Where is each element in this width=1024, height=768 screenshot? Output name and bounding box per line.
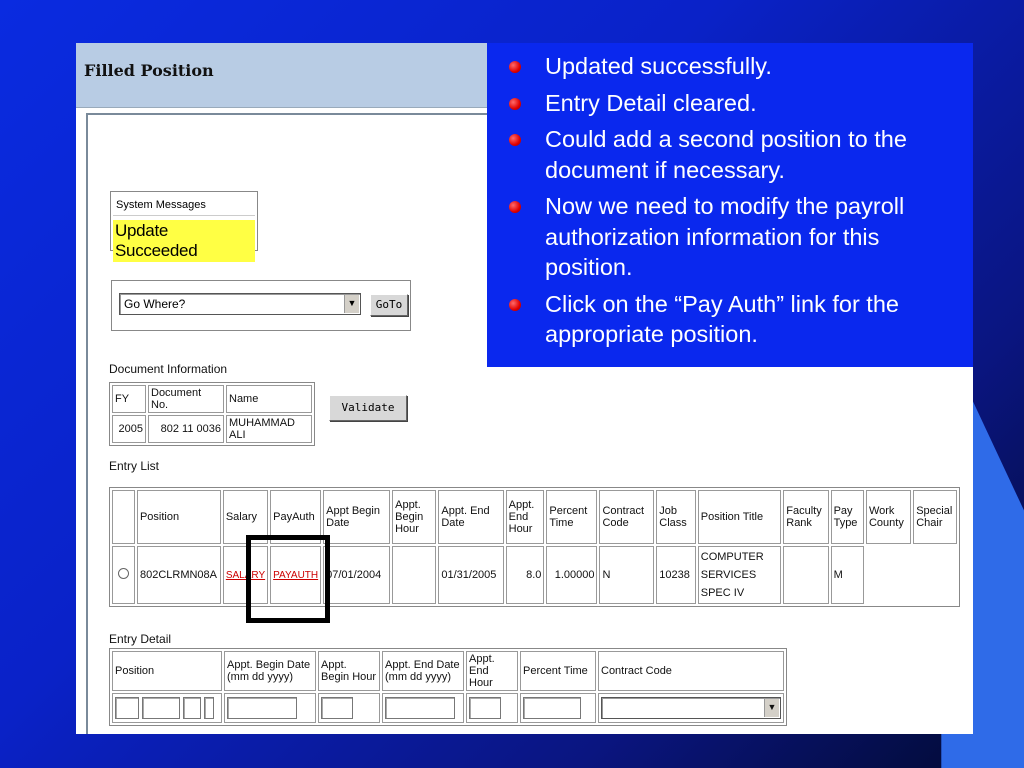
position-inputs-cell [112,693,222,723]
column-header: Appt. Begin Hour [392,490,436,544]
position-cell: 802CLRMN08A [137,546,221,604]
contract-code-select[interactable] [601,697,781,719]
chevron-down-icon: ▼ [344,295,359,313]
column-header: Name [226,385,312,413]
appt-begin-date-cell: 07/01/2004 [323,546,390,604]
column-header: Contract Code [598,651,784,691]
callout-panel [487,43,973,367]
callout-bullet [545,88,953,119]
column-header: Special Chair [913,490,957,544]
appt-begin-hour-input[interactable] [321,697,353,719]
column-header: Pay Type [831,490,864,544]
column-header: Appt Begin Date [323,490,390,544]
callout-text: Could add a second position to the document if necessary. [545,126,907,183]
column-header: Work County [866,490,911,544]
callout-text: Click on the “Pay Auth” link for the appropriate position. [545,290,899,347]
position-input-1[interactable] [115,697,139,719]
position-title-cell: COMPUTER SERVICES SPEC IV [698,546,782,604]
fy-cell: 2005 [112,415,146,443]
bullet-dot-icon [509,201,521,213]
callout-text: Now we need to modify the payroll authorization information for this position. [545,193,905,280]
column-header: FY [112,385,146,413]
page-title: Filled Position [84,61,214,80]
job-class-cell: 10238 [656,546,696,604]
bullet-dot-icon [509,61,521,73]
column-header: Percent Time [546,490,597,544]
appt-end-hour-cell: 8.0 [506,546,545,604]
column-header: Position [137,490,221,544]
position-input-4[interactable] [204,697,214,719]
pay-type-cell: M [831,546,864,604]
document-info-table [109,382,315,446]
end-date-input-cell [382,693,464,723]
bullet-dot-icon [509,134,521,146]
column-header: Contract Code [599,490,654,544]
end-hour-input-cell [466,693,518,723]
go-where-selected: Go Where? [124,297,186,311]
callout-bullet [545,51,953,82]
appt-end-date-input[interactable] [385,697,455,719]
bullet-dot-icon [509,98,521,110]
salary-link[interactable]: SALARY [225,570,266,581]
system-messages [110,191,258,260]
percent-time-input[interactable] [523,697,581,719]
column-header: Appt. Begin Date (mm dd yyyy) [224,651,316,691]
appt-begin-hour-cell [392,546,436,604]
callout-bullet [545,124,953,185]
table-header-row [112,490,957,544]
column-header: Appt. End Date (mm dd yyyy) [382,651,464,691]
navigation-box [111,280,411,331]
document-no-cell: 802 11 0036 [148,415,224,443]
column-header: Position Title [698,490,782,544]
column-header: Appt. End Hour [506,490,545,544]
position-input-3[interactable] [183,697,201,719]
go-where-select[interactable] [119,293,361,315]
percent-time-input-cell [520,693,596,723]
appt-end-date-cell: 01/31/2005 [438,546,503,604]
faculty-rank-cell [783,546,828,604]
payauth-link[interactable]: PAYAUTH [273,570,319,581]
table-row [112,415,312,443]
entry-list-table [109,487,960,607]
table-row [112,693,784,723]
callout-bullet [545,191,953,283]
special-chair-cell [913,546,957,604]
column-header: Appt. End Date [438,490,503,544]
row-radio[interactable] [118,568,129,579]
percent-time-cell: 1.00000 [546,546,597,604]
column-header: Appt. End Hour [466,651,518,691]
column-header: PayAuth [270,490,321,544]
column-header: Job Class [656,490,696,544]
row-select-cell [112,546,135,604]
column-header: Document No. [148,385,224,413]
table-header-row [112,385,312,413]
callout-text: Updated successfully. [545,53,772,79]
chevron-down-icon: ▼ [764,699,779,717]
document-info-title: Document Information [109,362,228,376]
begin-hour-input-cell [318,693,380,723]
column-header: Percent Time [520,651,596,691]
position-input-2[interactable] [142,697,180,719]
select-column-header [112,490,135,544]
column-header: Faculty Rank [783,490,828,544]
column-header: Salary [223,490,268,544]
entry-detail-title: Entry Detail [109,632,172,646]
contract-code-select-cell [598,693,784,723]
table-header-row [112,651,784,691]
system-message-success: Update Succeeded [113,220,255,262]
work-county-cell [866,546,911,604]
column-header: Position [112,651,222,691]
system-messages-header: System Messages [113,192,255,216]
bullet-dot-icon [509,299,521,311]
appt-begin-date-input[interactable] [227,697,297,719]
entry-detail-table [109,648,787,726]
validate-button[interactable]: Validate [329,395,407,421]
appt-end-hour-input[interactable] [469,697,501,719]
name-cell: MUHAMMAD ALI [226,415,312,443]
entry-list-title: Entry List [109,459,160,473]
callout-bullets [487,43,973,350]
goto-button[interactable]: GoTo [370,294,408,316]
column-header: Appt. Begin Hour [318,651,380,691]
table-row [112,546,957,604]
begin-date-input-cell [224,693,316,723]
callout-text: Entry Detail cleared. [545,89,757,116]
contract-code-cell: N [599,546,654,604]
callout-bullet [545,289,953,350]
highlight-box [246,535,330,623]
